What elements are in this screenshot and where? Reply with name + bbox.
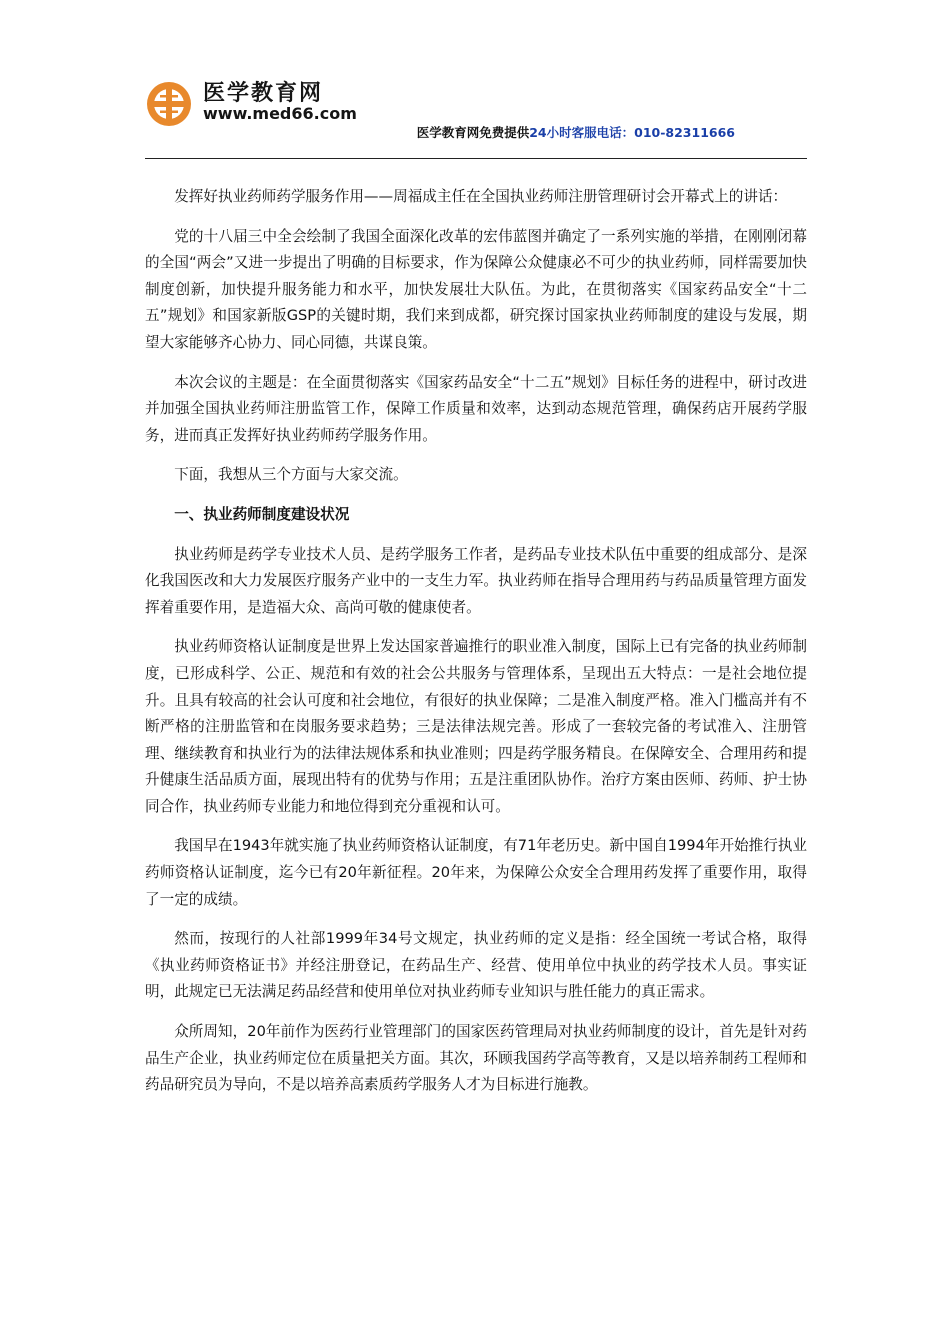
site-logo-name[interactable]: 医学教育网: [203, 81, 324, 106]
page-header: [145, 72, 807, 160]
hotline-number: 24小时客服电话：010-82311666: [529, 125, 735, 140]
paragraph: 党的十八届三中全会绘制了我国全面深化改革的宏伟蓝图并确定了一系列实施的举措，在刚刚闭幕的全国“两会”又进一步提出了明确的目标要求，作为保障公众健康必不可少的执业药师，同样需要加快制度创新，加快提升服务能力和水平，加快发展壮大队伍。为此，在贯彻落实《国家药品安全“十二五”规划》和国家新版GSP的关键时期，我们来到成都，研究探讨国家执业药师制度的建设与发展，期望大家能够齐心协力、同心同德，共谋良策。: [145, 227, 807, 351]
article-title-paragraph: 发挥好执业药师药学服务作用——周福成主任在全国执业药师注册管理研讨会开幕式上的讲话：: [174, 188, 788, 205]
paragraph: 执业药师是药学专业技术人员、是药学服务工作者，是药品专业技术队伍中重要的组成部分、是深化我国医改和大力发展医疗服务产业中的一支生力军。执业药师在指导合理用药与药品质量管理方面发挥着重要作用，是造福大众、高尚可敬的健康使者。: [145, 545, 807, 616]
article-body: [145, 184, 807, 1112]
section-heading: 一、执业药师制度建设状况: [174, 505, 350, 523]
site-logo-url[interactable]: www.med66.com: [203, 104, 357, 123]
service-hotline: [417, 123, 735, 141]
paragraph: 然而，按现行的人社部1999年34号文规定，执业药师的定义是指：经全国统一考试合格，取得《执业药师资格证书》并经注册登记，在药品生产、经营、使用单位中执业的药学技术人员。事实证明，此规定已无法满足药品经营和使用单位对执业药师专业知识与胜任能力的真正需求。: [145, 930, 807, 1001]
paragraph: 本次会议的主题是：在全面贯彻落实《国家药品安全“十二五”规划》目标任务的进程中，研讨改进并加强全国执业药师注册监管工作，保障工作质量和效率，达到动态规范管理，确保药店开展药学服务，进而真正发挥好执业药师药学服务作用。: [145, 373, 807, 444]
paragraph: 执业药师资格认证制度是世界上发达国家普遍推行的职业准入制度，国际上已有完备的执业药师制度，已形成科学、公正、规范和有效的社会公共服务与管理体系，呈现出五大特点：一是社会地位提升。且具有较高的社会认可度和社会地位，有很好的执业保障；二是准入制度严格。准入门槛高并有不断严格的注册监管和在岗服务要求趋势；三是法律法规完善。形成了一套较完备的考试准入、注册管理、继续教育和执业行为的法律法规体系和执业准则；四是药学服务精良。在保障安全、合理用药和提升健康生活品质方面，展现出特有的优势与作用；五是注重团队协作。治疗方案由医师、药师、护士协同合作，执业药师专业能力和地位得到充分重视和认可。: [145, 638, 807, 815]
med66-logo-icon: [145, 80, 193, 128]
hotline-prefix: 医学教育网免费提供: [416, 125, 530, 140]
paragraph: 众所周知，20年前作为医药行业管理部门的国家医药管理局对执业药师制度的设计，首先是针对药品生产企业，执业药师定位在质量把关方面。其次，环顾我国药学高等教育，又是以培养制药工程师和药品研究员为导向，不是以培养高素质药学服务人才为目标进行施教。: [145, 1023, 807, 1094]
paragraph: 我国早在1943年就实施了执业药师资格认证制度，有71年老历史。新中国自1994年开始推行执业药师资格认证制度，迄今已有20年新征程。20年来，为保障公众安全合理用药发挥了重要作用，取得了一定的成绩。: [145, 837, 808, 908]
paragraph: 下面，我想从三个方面与大家交流。: [174, 466, 408, 484]
header-divider: [145, 158, 807, 159]
